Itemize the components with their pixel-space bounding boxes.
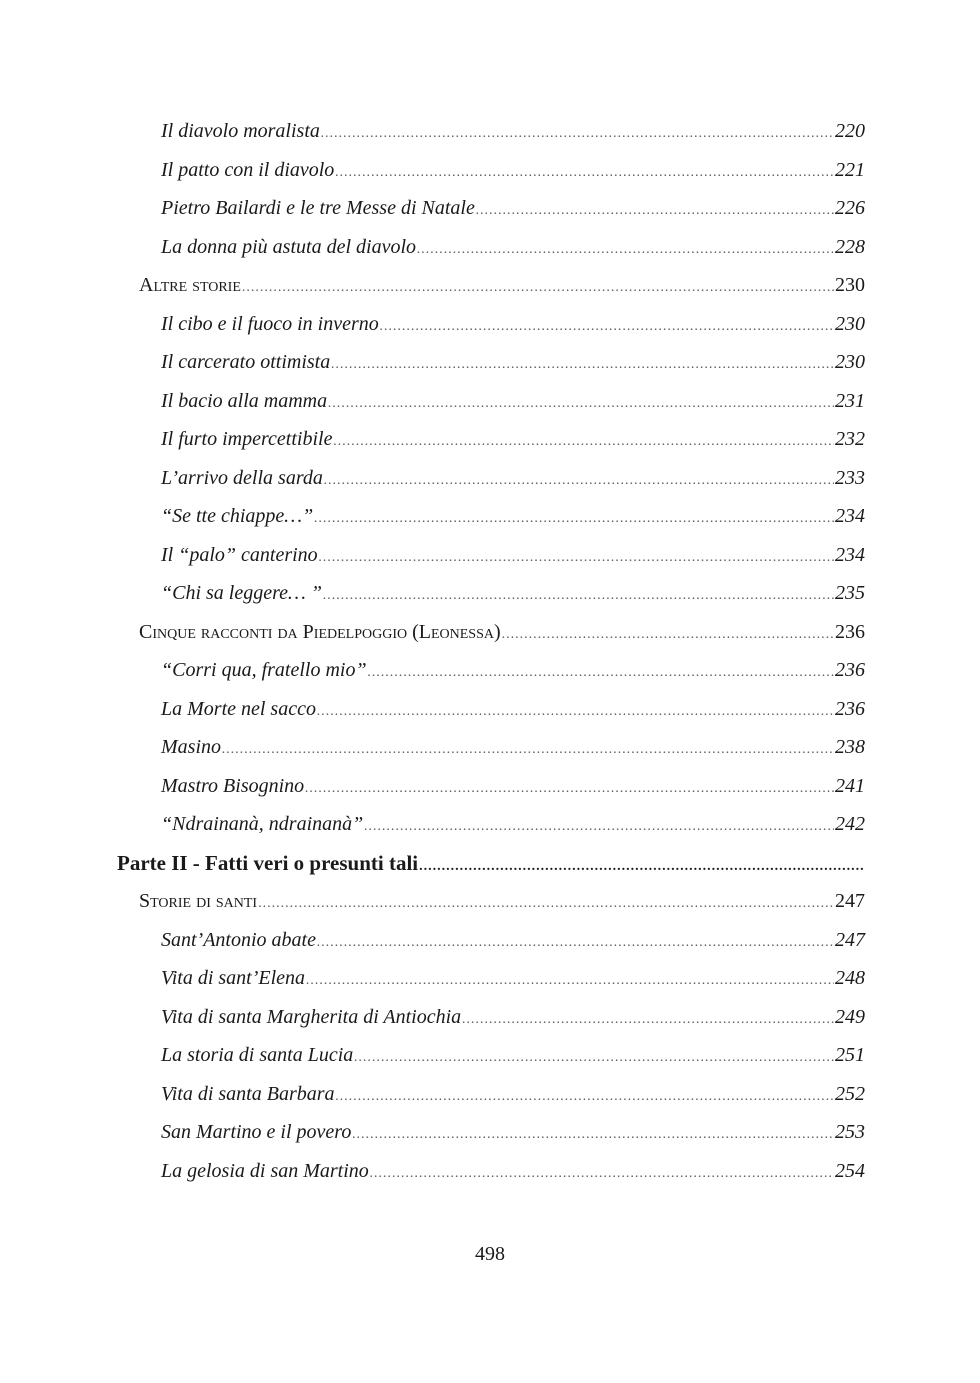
- toc-entry-title: Il carcerato ottimista: [161, 351, 331, 373]
- dot-leader: [331, 346, 834, 385]
- toc-entry[interactable]: [117, 690, 865, 729]
- toc-entry-page: 228: [835, 235, 865, 258]
- toc-entry-title: L’arrivo della sarda: [161, 466, 323, 489]
- toc-entry-page: 236: [835, 620, 865, 643]
- toc-entry-page: 236: [835, 659, 865, 681]
- toc-entry-title: “Chi sa leggere… ”: [161, 582, 322, 604]
- dot-leader: [222, 731, 834, 770]
- toc-entry-title: Storie di santi: [139, 890, 258, 912]
- dot-leader: [335, 154, 834, 193]
- toc-entry-page: 233: [835, 466, 865, 489]
- toc-entry[interactable]: [117, 112, 865, 151]
- toc-entry[interactable]: [117, 998, 865, 1037]
- dot-leader: [305, 770, 834, 809]
- toc-entry-page: 251: [835, 1044, 865, 1066]
- toc-entry-title: Cinque racconti da Piedelpoggio (Leonessa): [139, 620, 501, 643]
- toc-entry-page: 249: [835, 1005, 865, 1028]
- toc-entry-page: 254: [835, 1159, 865, 1182]
- toc-entry[interactable]: [117, 1113, 865, 1152]
- dot-leader: [336, 1078, 834, 1117]
- dot-leader: [321, 115, 834, 154]
- toc-entry-title: Vita di santa Margherita di Antiochia: [161, 1005, 462, 1028]
- toc-entry-page: 221: [835, 158, 865, 181]
- toc-entry-title: Vita di santa Barbara: [161, 1082, 335, 1105]
- page-number: 498: [475, 1243, 505, 1265]
- dot-leader: [324, 462, 834, 501]
- dot-leader: [354, 1039, 834, 1078]
- toc-entry-title: Il bacio alla mamma: [161, 389, 328, 412]
- toc-entry[interactable]: [117, 305, 865, 344]
- toc-entry[interactable]: [117, 1152, 865, 1191]
- toc-entry-title: “Corri qua, fratello mio”: [161, 659, 367, 681]
- toc-entry-title: Il diavolo moralista: [161, 120, 320, 142]
- toc-entry[interactable]: [117, 459, 865, 498]
- toc-entry-title: San Martino e il povero: [161, 1121, 352, 1143]
- dot-leader: [476, 192, 834, 231]
- toc-entry-title: Vita di sant’Elena: [161, 967, 306, 989]
- toc-entry-title: Altre storie: [139, 274, 241, 296]
- toc-entry-page: 226: [835, 197, 865, 219]
- toc-entry-title: Il cibo e il fuoco in inverno: [161, 312, 379, 335]
- dot-leader: [258, 885, 834, 924]
- toc-entry-page: 220: [835, 120, 865, 142]
- toc-section-entry[interactable]: [117, 882, 865, 921]
- toc-entry[interactable]: [117, 189, 865, 228]
- dot-leader: [306, 962, 834, 1001]
- toc-entry-title: Il “palo” canterino: [161, 543, 318, 566]
- toc-entry-title: La storia di santa Lucia: [161, 1044, 354, 1066]
- toc-entry[interactable]: [117, 805, 865, 844]
- toc-entry-page: 242: [835, 813, 865, 835]
- toc-entry-title: “Se tte chiappe…”: [161, 505, 314, 527]
- dot-leader: [417, 231, 834, 270]
- toc-entry-page: 234: [835, 543, 865, 566]
- dot-leader: [419, 848, 864, 887]
- dot-leader: [317, 693, 834, 732]
- toc-entry-title: “Ndrainanà, ndrainanà”: [161, 813, 364, 835]
- toc-entry[interactable]: [117, 959, 865, 998]
- toc-entry[interactable]: [117, 1036, 865, 1075]
- toc-entry-page: 231: [835, 389, 865, 412]
- dot-leader: [502, 616, 834, 655]
- toc-entry[interactable]: [117, 497, 865, 536]
- toc-entry-title: La Morte nel sacco: [161, 697, 316, 720]
- toc-entry-page: 241: [835, 774, 865, 797]
- toc-entry-page: 253: [835, 1121, 865, 1143]
- toc-entry-page: 234: [835, 505, 865, 527]
- dot-leader: [314, 500, 834, 539]
- toc-part-heading[interactable]: [117, 844, 865, 883]
- toc-entry[interactable]: [117, 1075, 865, 1114]
- toc-entry-title: La donna più astuta del diavolo: [161, 235, 416, 258]
- dot-leader: [462, 1001, 834, 1040]
- dot-leader: [352, 1116, 834, 1155]
- toc-entry[interactable]: [117, 343, 865, 382]
- dot-leader: [368, 654, 834, 693]
- toc-entry-page: 247: [835, 890, 865, 912]
- toc-entry-title: Pietro Bailardi e le tre Messe di Natale: [161, 197, 475, 219]
- toc-entry-title: Il furto impercettibile: [161, 428, 333, 450]
- toc-entry-page: 236: [835, 697, 865, 720]
- toc-entry-title: Il patto con il diavolo: [161, 158, 335, 181]
- dot-leader: [317, 924, 834, 963]
- toc-entry[interactable]: [117, 536, 865, 575]
- toc-entry-title: Masino: [161, 736, 221, 758]
- toc-entry-page: 232: [835, 428, 865, 450]
- toc-entry[interactable]: [117, 574, 865, 613]
- toc-entry[interactable]: [117, 651, 865, 690]
- toc-entry-page: 230: [835, 274, 865, 296]
- table-of-contents: [117, 112, 865, 1190]
- toc-entry-page: 238: [835, 736, 865, 758]
- toc-section-entry[interactable]: [117, 266, 865, 305]
- toc-entry-page: 230: [835, 312, 865, 335]
- dot-leader: [323, 577, 834, 616]
- toc-entry-title: Mastro Bisognino: [161, 774, 305, 797]
- toc-entry[interactable]: [117, 228, 865, 267]
- toc-entry[interactable]: [117, 382, 865, 421]
- toc-entry-title: Parte II - Fatti veri o presunti tali: [117, 850, 419, 875]
- dot-leader: [328, 385, 834, 424]
- toc-entry-page: 235: [835, 582, 865, 604]
- dot-leader: [364, 808, 834, 847]
- toc-entry[interactable]: [117, 767, 865, 806]
- toc-entry-title: Sant’Antonio abate: [161, 928, 316, 951]
- toc-entry[interactable]: [117, 921, 865, 960]
- dot-leader: [242, 269, 834, 308]
- toc-entry-page: 230: [835, 351, 865, 373]
- toc-entry-page: 252: [835, 1082, 865, 1105]
- toc-entry-page: 247: [835, 928, 865, 951]
- toc-entry-page: 248: [835, 967, 865, 989]
- dot-leader: [333, 423, 834, 462]
- toc-section-entry[interactable]: [117, 613, 865, 652]
- dot-leader: [370, 1155, 834, 1194]
- dot-leader: [319, 539, 834, 578]
- dot-leader: [380, 308, 834, 347]
- toc-entry[interactable]: [117, 420, 865, 459]
- toc-entry[interactable]: [117, 728, 865, 767]
- toc-entry[interactable]: [117, 151, 865, 190]
- toc-entry-title: La gelosia di san Martino: [161, 1159, 369, 1182]
